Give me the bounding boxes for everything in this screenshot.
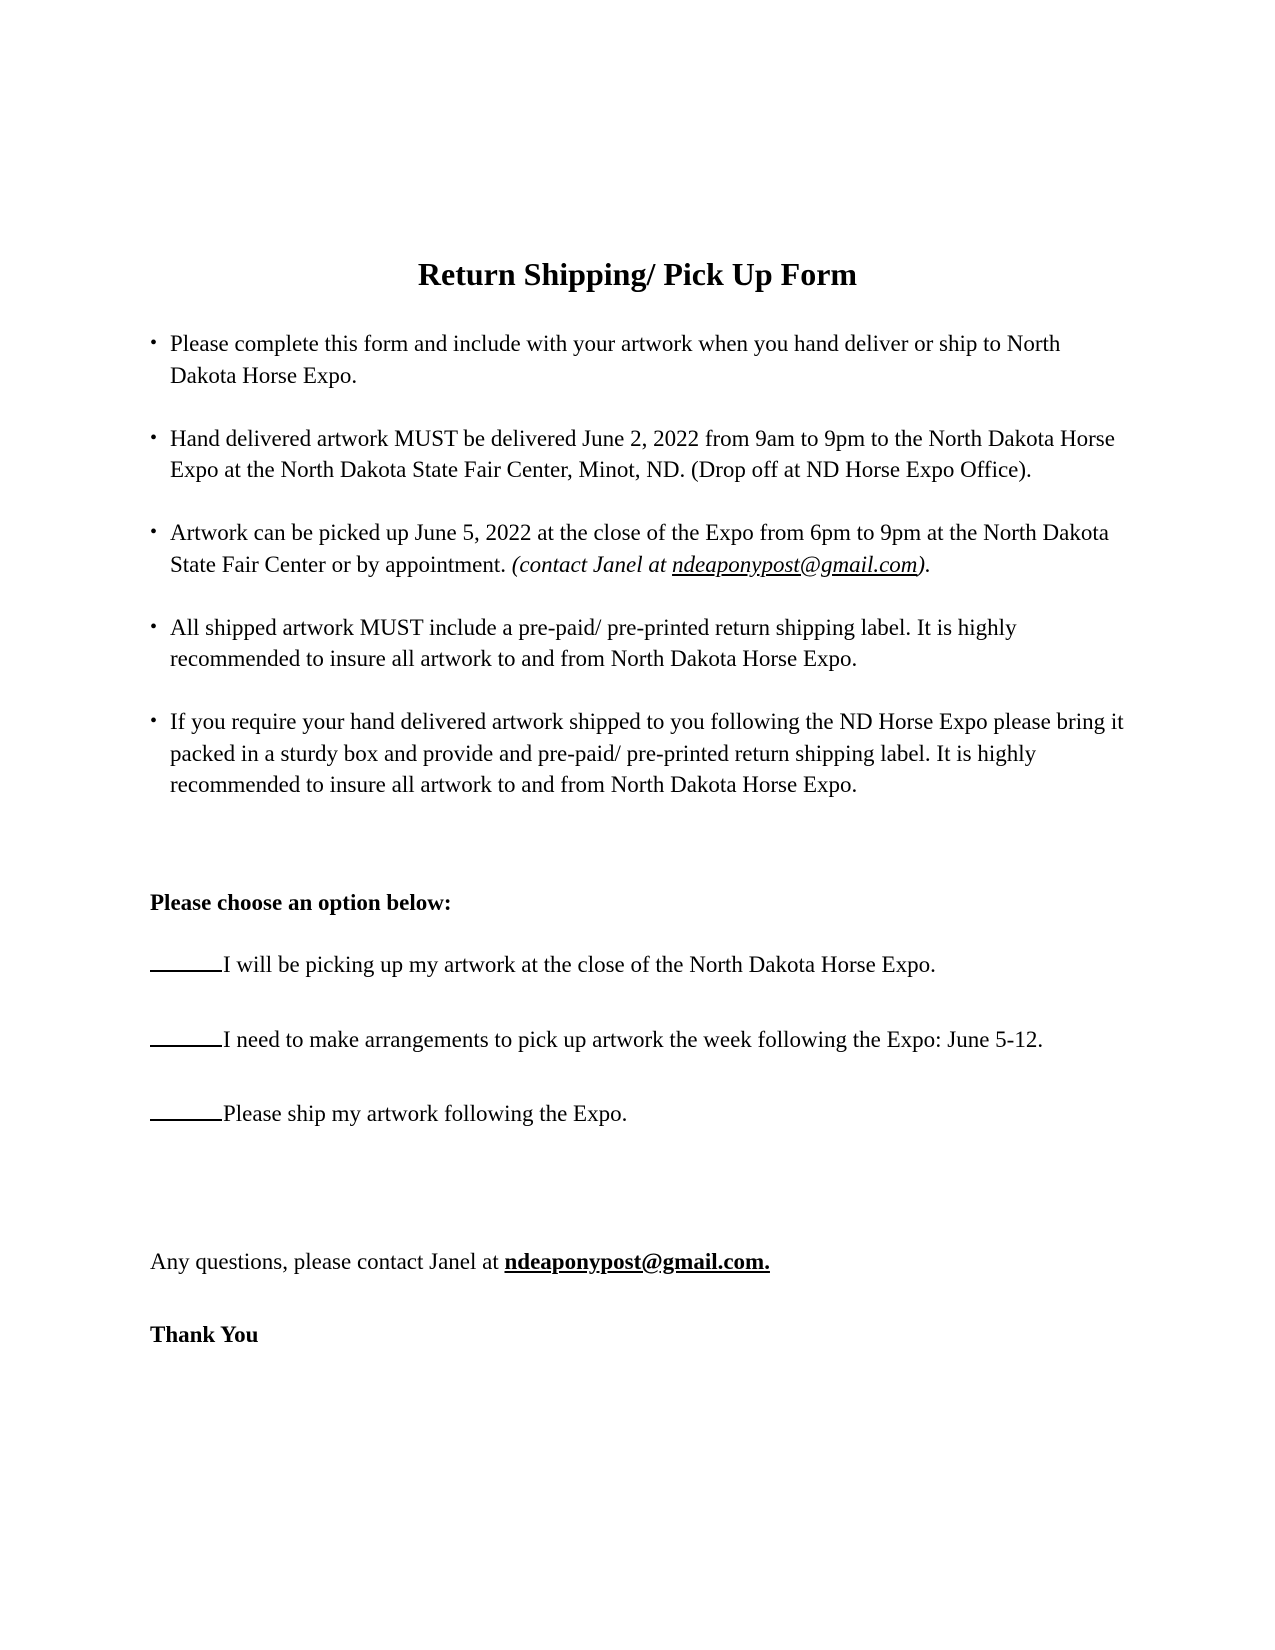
option-label: I need to make arrangements to pick up artwork the week following the Expo: June 5-12. <box>223 1027 1044 1052</box>
contact-note <box>512 552 931 577</box>
list-item <box>150 612 1130 675</box>
contact-note-suffix: ). <box>917 551 931 577</box>
bullet-icon: • <box>150 332 158 354</box>
option-blank-field[interactable] <box>150 950 222 972</box>
list-item <box>150 517 1130 580</box>
options-heading: Please choose an option below: <box>150 890 452 915</box>
bullet-icon: • <box>150 615 158 638</box>
instruction-text: Please complete this form and include with your artwork when you hand deliver or ship to North Dakota Horse Expo. <box>170 331 1061 388</box>
option-pickup-week <box>150 1025 1043 1055</box>
contact-email-link[interactable]: ndeaponypost@gmail.com. <box>504 1249 770 1274</box>
contact-note-prefix: (contact Janel at <box>511 551 673 577</box>
instructions-list <box>150 328 1130 832</box>
instruction-text: If you require your hand delivered artwork shipped to you following the ND Horse Expo please bring it packed in a sturdy box and provide and pre-paid/ pre-printed return shipping label. It is highly recommended to insure all artwork to and from North Dakota Horse Expo. <box>170 709 1124 797</box>
instruction-text-main: Artwork can be picked up June 5, 2022 at the close of the Expo from 6pm to 9pm at the North Dakota State Fair Center or by appointment. <box>170 520 1109 577</box>
option-pickup-close <box>150 950 936 980</box>
bullet-icon: • <box>150 426 158 449</box>
bullet-icon: • <box>150 521 158 543</box>
page-title: Return Shipping/ Pick Up Form <box>417 256 858 292</box>
option-label: Please ship my artwork following the Expo. <box>223 1101 628 1126</box>
list-item <box>150 706 1130 801</box>
list-item <box>150 328 1130 391</box>
contact-line <box>150 1247 770 1277</box>
contact-text: Any questions, please contact Janel at <box>150 1249 505 1274</box>
instruction-text: Hand delivered artwork MUST be delivered June 2, 2022 from 9am to 9pm to the North Dakota Horse Expo at the North Dakota State Fair Center, Minot, ND. (Drop off at ND Horse Expo Office). <box>170 425 1115 482</box>
option-blank-field[interactable] <box>150 1099 222 1121</box>
option-ship <box>150 1099 627 1129</box>
option-label: I will be picking up my artwork at the close of the North Dakota Horse Expo. <box>223 952 936 977</box>
thank-you: Thank You <box>150 1322 259 1347</box>
option-blank-field[interactable] <box>150 1025 222 1047</box>
bullet-icon: • <box>150 710 158 732</box>
list-item <box>150 423 1130 486</box>
contact-email-link[interactable]: ndeaponypost@gmail.com <box>672 551 918 577</box>
instruction-text: All shipped artwork MUST include a pre-paid/ pre-printed return shipping label. It is highly recommended to insure all artwork to and from North Dakota Horse Expo. <box>170 614 1017 671</box>
instruction-text <box>170 517 1130 580</box>
